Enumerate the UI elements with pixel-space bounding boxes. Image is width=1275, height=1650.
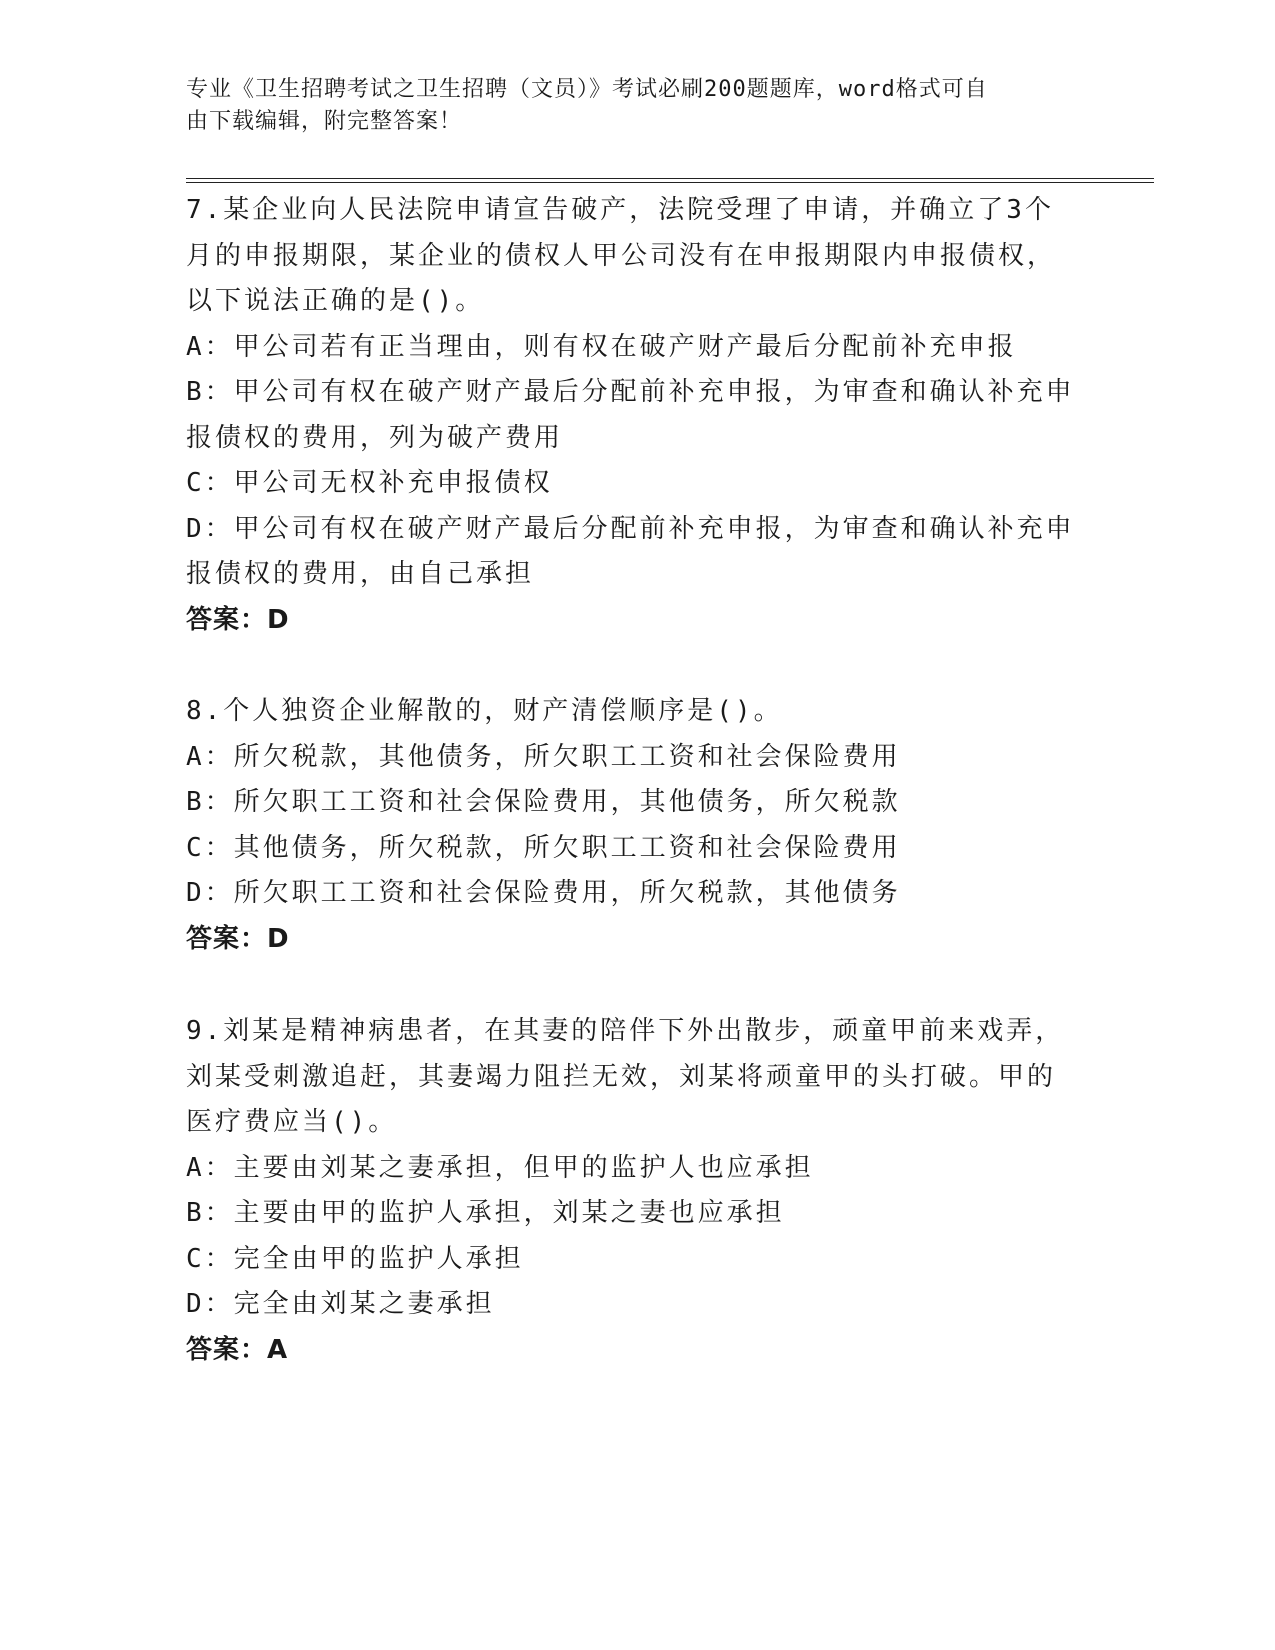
document-header: [186, 74, 1066, 138]
question-7: [186, 188, 1086, 643]
option-b-continued: 报债权的费用，列为破产费用: [186, 422, 564, 453]
question-9: [186, 1009, 1086, 1373]
question-stem-line: 刘某受刺激追赶，其妻竭力阻拦无效，刘某将顽童甲的头打破。甲的: [186, 1061, 1057, 1092]
header-line: 专业《卫生招聘考试之卫生招聘（文员）》考试必刷200题题库，word格式可自: [186, 77, 988, 102]
question-8: [186, 689, 1086, 962]
option-c: C：其他债务，所欠税款，所欠职工工资和社会保险费用: [186, 832, 901, 863]
option-d: D：完全由刘某之妻承担: [186, 1289, 495, 1319]
question-stem-line: 9.刘某是精神病患者，在其妻的陪伴下外出散步，顽童甲前来戏弄，: [186, 1016, 1065, 1046]
option-d: D：所欠职工工资和社会保险费用，所欠税款，其他债务: [186, 878, 901, 908]
header-divider: [186, 178, 1154, 183]
question-stem-line: 以下说法正确的是()。: [186, 286, 485, 316]
option-a: A：所欠税款，其他债务，所欠职工工资和社会保险费用: [186, 741, 901, 772]
answer-text: 答案：A: [186, 1334, 289, 1365]
question-stem-line: 月的申报期限，某企业的债权人甲公司没有在申报期限内申报债权，: [186, 240, 1057, 271]
option-a: A：主要由刘某之妻承担，但甲的监护人也应承担: [186, 1152, 814, 1183]
question-stem-line: 8.个人独资企业解散的，财产清偿顺序是()。: [186, 696, 783, 726]
header-line: 由下载编辑，附完整答案！: [186, 109, 463, 134]
option-c: C：完全由甲的监护人承担: [186, 1243, 524, 1274]
option-a: A：甲公司若有正当理由，则有权在破产财产最后分配前补充申报: [186, 331, 1017, 362]
option-b: B：主要由甲的监护人承担，刘某之妻也应承担: [186, 1198, 785, 1228]
option-b: B：所欠职工工资和社会保险费用，其他债务，所欠税款: [186, 787, 901, 817]
answer-text: 答案：D: [186, 923, 290, 954]
option-c: C：甲公司无权补充申报债权: [186, 468, 553, 498]
question-stem-line: 7.某企业向人民法院申请宣告破产，法院受理了申请，并确立了3个: [186, 195, 1054, 225]
option-d-continued: 报债权的费用，由自己承担: [186, 559, 535, 589]
question-stem-line: 医疗费应当()。: [186, 1107, 398, 1137]
option-d: D：甲公司有权在破产财产最后分配前补充申报，为审查和确认补充申: [186, 513, 1075, 544]
option-b: B：甲公司有权在破产财产最后分配前补充申报，为审查和确认补充申: [186, 377, 1075, 407]
answer-text: 答案：D: [186, 604, 290, 635]
